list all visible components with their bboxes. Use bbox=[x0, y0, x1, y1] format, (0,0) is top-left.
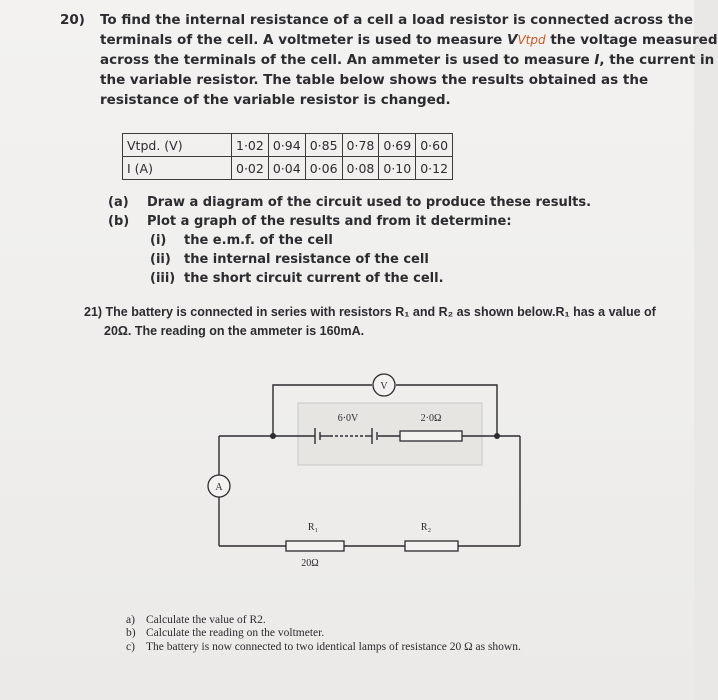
junction-dot-right bbox=[494, 433, 500, 439]
question-20-number: 20) bbox=[60, 12, 85, 28]
svg-text:A: A bbox=[215, 482, 223, 493]
subpart-iii-label: (iii) bbox=[150, 271, 176, 286]
q21-question-b-label: b) bbox=[126, 627, 136, 639]
q21-line-1: 21) The battery is connected in series with resistors R₁ and R₂ as shown below.R₁ has a value of bbox=[84, 305, 656, 319]
part-a-text: Draw a diagram of the circuit used to produce these results. bbox=[147, 195, 592, 210]
table-cell: 0·78 bbox=[342, 134, 379, 157]
table-cell: 0·85 bbox=[305, 134, 342, 157]
subpart-i-label: (i) bbox=[150, 233, 167, 248]
q20-line-3: across the terminals of the cell. An ammeter is used to measure I, the current in bbox=[100, 52, 715, 68]
table-cell: 0·02 bbox=[232, 157, 269, 180]
table-header-current: I (A) bbox=[123, 157, 232, 180]
q20-line-5: resistance of the variable resistor is changed. bbox=[100, 92, 451, 108]
table-row-current bbox=[123, 157, 453, 180]
resistor-r2 bbox=[405, 541, 458, 551]
subpart-ii-label: (ii) bbox=[150, 252, 171, 267]
q20-line-2-text: terminals of the cell. A voltmeter is used to measure bbox=[100, 32, 503, 48]
r1-value-label: 20Ω bbox=[301, 558, 319, 569]
circuit-diagram bbox=[200, 370, 520, 585]
resistor-r1 bbox=[286, 541, 344, 551]
current-symbol: I bbox=[594, 52, 600, 68]
table-cell: 0·60 bbox=[416, 134, 453, 157]
table-cell: 0·94 bbox=[268, 134, 305, 157]
table-cell: 0·10 bbox=[379, 157, 416, 180]
q20-line-2: terminals of the cell. A voltmeter is used to measure VVtpd the voltage measured bbox=[100, 32, 718, 48]
table-cell: 1·02 bbox=[232, 134, 269, 157]
subpart-iii-text: the short circuit current of the cell. bbox=[184, 271, 444, 286]
table-row-voltage bbox=[123, 134, 453, 157]
table-cell: 0·06 bbox=[305, 157, 342, 180]
handwritten-annotation-vtpd: Vtpd bbox=[517, 33, 546, 47]
voltmeter-symbol bbox=[373, 374, 395, 396]
q21-question-a-label: a) bbox=[126, 614, 135, 626]
r1-label: R₁ bbox=[307, 522, 319, 533]
q20-line-1: To find the internal resistance of a cell a load resistor is connected across the bbox=[100, 12, 693, 28]
q21-question-c-label: c) bbox=[126, 641, 135, 653]
part-a-label: (a) bbox=[108, 195, 129, 210]
q21-question-b-text: Calculate the reading on the voltmeter. bbox=[146, 627, 325, 639]
battery-emf-label: 6·0V bbox=[337, 413, 359, 424]
table-cell: 0·69 bbox=[379, 134, 416, 157]
table-header-voltage: Vtpd. (V) bbox=[123, 134, 232, 157]
results-table bbox=[122, 133, 453, 180]
q21-question-c-text: The battery is now connected to two identical lamps of resistance 20 Ω as shown. bbox=[146, 641, 521, 653]
part-b-label: (b) bbox=[108, 214, 130, 229]
table-cell: 0·04 bbox=[268, 157, 305, 180]
internal-resistor bbox=[400, 431, 462, 441]
q21-question-a-text: Calculate the value of R2. bbox=[146, 614, 266, 626]
table-cell: 0·12 bbox=[416, 157, 453, 180]
table-cell: 0·08 bbox=[342, 157, 379, 180]
ammeter-symbol bbox=[208, 475, 230, 497]
junction-dot-left bbox=[270, 433, 276, 439]
internal-resistance-label: 2·0Ω bbox=[420, 413, 442, 424]
subpart-ii-text: the internal resistance of the cell bbox=[184, 252, 429, 267]
part-b-text: Plot a graph of the results and from it determine: bbox=[147, 214, 512, 229]
voltage-symbol: V bbox=[507, 32, 518, 48]
r2-label: R₂ bbox=[420, 522, 432, 533]
q20-line-4: the variable resistor. The table below shows the results obtained as the bbox=[100, 72, 649, 88]
subpart-i-text: the e.m.f. of the cell bbox=[184, 233, 333, 248]
q21-line-2: 20Ω. The reading on the ammeter is 160mA. bbox=[104, 324, 365, 338]
svg-text:V: V bbox=[380, 381, 388, 392]
